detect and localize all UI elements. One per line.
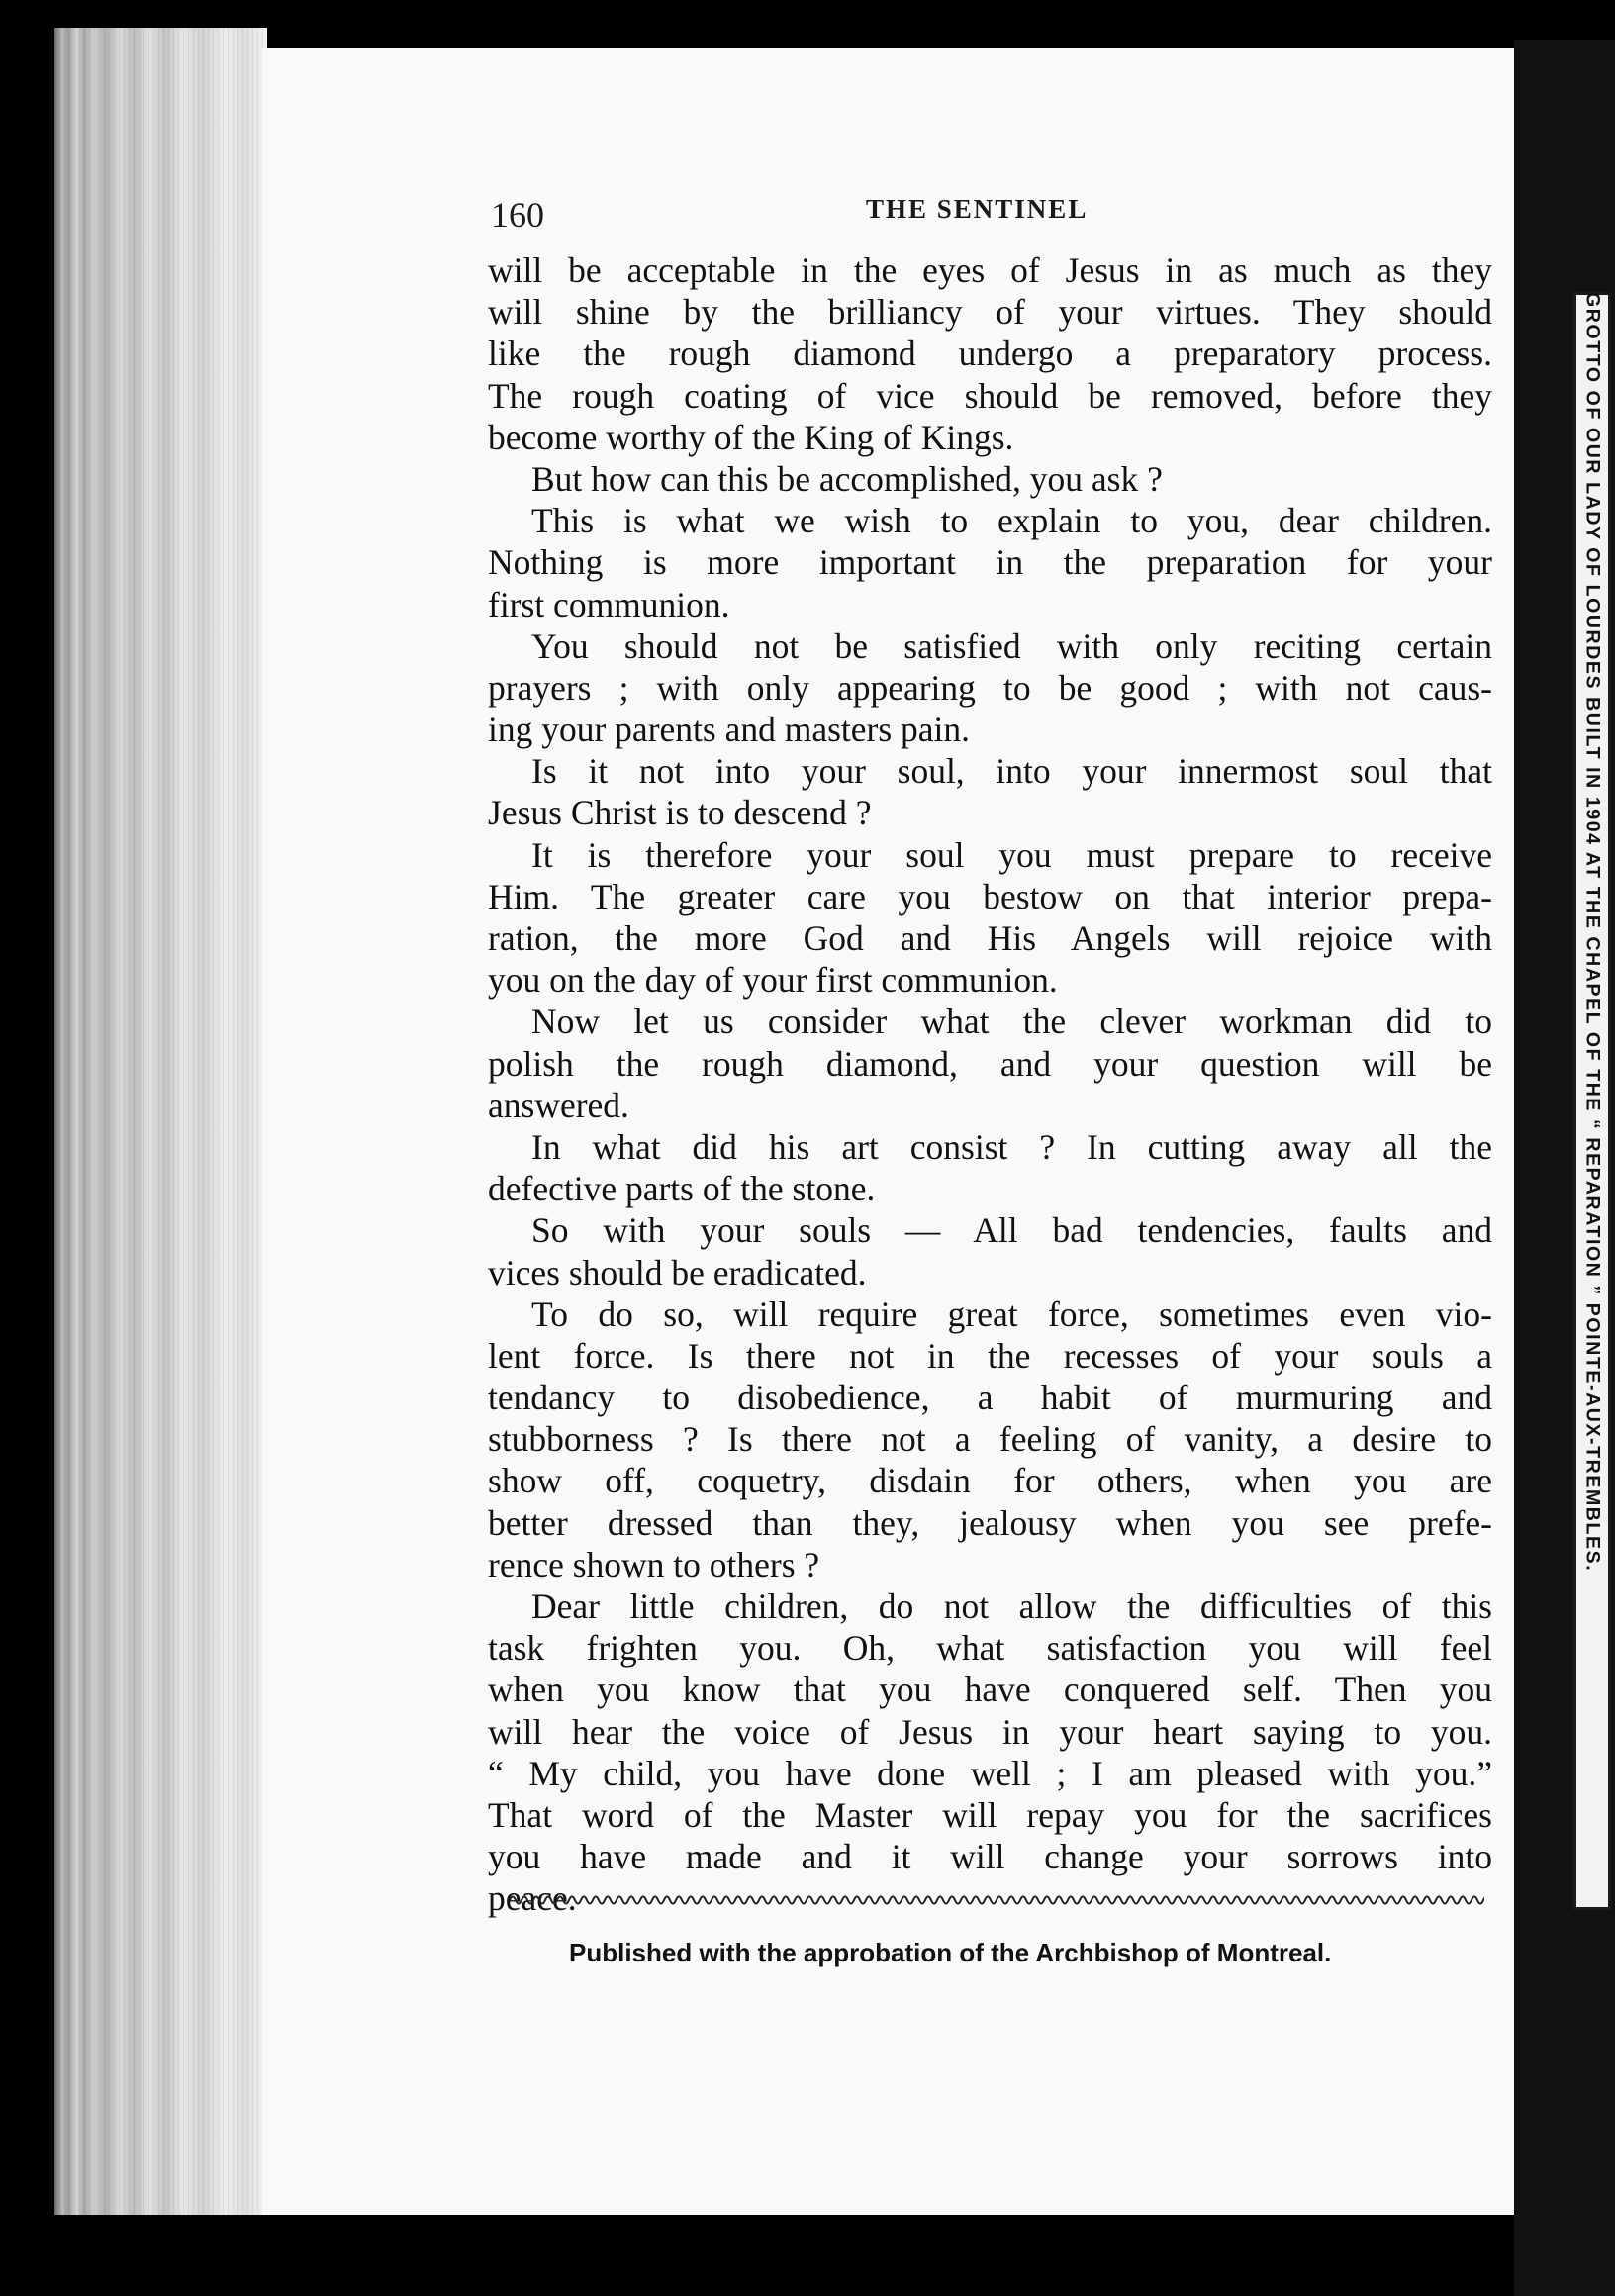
text-line: when you know that you have conquered self. Then you [488, 1670, 1492, 1710]
text-line: In what did his art consist ? In cutting away all the [531, 1126, 1492, 1167]
text-line: Him. The greater care you bestow on that interior prepa- [488, 876, 1492, 916]
text-line: will be acceptable in the eyes of Jesus in as much as they [488, 250, 1492, 290]
text-line: tendancy to disobedience, a habit of murmuring and [488, 1378, 1492, 1418]
text-line: polish the rough diamond, and your question will be [488, 1043, 1492, 1084]
text-line: “ My child, you have done well ; I am pleased with you.” [488, 1753, 1492, 1793]
text-line: This is what we wish to explain to you, dear children. [531, 501, 1492, 541]
text-line: will hear the voice of Jesus in your heart saying to you. [488, 1711, 1492, 1752]
text-line: So with your souls — All bad tendencies, faults and [531, 1210, 1492, 1251]
text-line: You should not be satisfied with only reciting certain [531, 625, 1492, 666]
running-title: THE SENTINEL [866, 194, 1089, 224]
wavy-rule [510, 1889, 1484, 1911]
text-line: stubborness ? Is there not a feeling of vanity, a desire to [488, 1419, 1492, 1460]
text-line: you on the day of your first communion. [488, 960, 1058, 1001]
body-text [488, 249, 1492, 1920]
text-line: ing your parents and masters pain. [488, 710, 971, 750]
text-line: To do so, will require great force, sometimes even vio- [531, 1293, 1492, 1334]
text-line: peace. [488, 1878, 577, 1919]
text-line: It is therefore your soul you must prepare to receive [531, 834, 1492, 875]
text-line: Now let us consider what the clever workman did to [531, 1002, 1492, 1042]
text-line: like the rough diamond undergo a preparatory process. [488, 334, 1492, 374]
text-line: lent force. Is there not in the recesses of your souls a [488, 1335, 1492, 1376]
text-line: better dressed than they, jealousy when you see prefe- [488, 1502, 1492, 1543]
text-line: Is it not into your soul, into your innermost soul that [531, 751, 1492, 792]
page-edges [54, 28, 267, 2215]
side-band-text: GROTTO OF OUR LADY OF LOURDES BUILT IN 1904 AT THE CHAPEL OF THE “ REPARATION ” POINTE-AUX-TREMBLES. [1581, 292, 1604, 1573]
text-line: vices should be eradicated. [488, 1252, 867, 1292]
text-line: Nothing is more important in the preparation for your [488, 542, 1492, 583]
approbation-note: Published with the approbation of the Archbishop of Montreal. [569, 1938, 1332, 1967]
text-line: you have made and it will change your sorrows into [488, 1837, 1492, 1877]
text-line: prayers ; with only appearing to be good ; with not caus- [488, 667, 1492, 708]
page-number: 160 [491, 195, 544, 235]
text-line: Dear little children, do not allow the difficulties of this [531, 1586, 1492, 1626]
text-line: That word of the Master will repay you for the sacrifices [488, 1794, 1492, 1835]
text-line: rence shown to others ? [488, 1544, 820, 1584]
text-line: But how can this be accomplished, you ask ? [531, 458, 1163, 499]
text-line: first communion. [488, 584, 730, 624]
text-line: will shine by the brilliancy of your virtues. They should [488, 292, 1492, 333]
text-line: defective parts of the stone. [488, 1169, 876, 1209]
text-line: ration, the more God and His Angels will rejoice with [488, 918, 1492, 958]
text-line: The rough coating of vice should be removed, before they [488, 375, 1492, 416]
text-line: task frighten you. Oh, what satisfaction you will feel [488, 1628, 1492, 1669]
text-line: Jesus Christ is to descend ? [488, 793, 872, 833]
text-line: answered. [488, 1085, 629, 1125]
text-line: show off, coquetry, disdain for others, when you are [488, 1461, 1492, 1501]
text-line: become worthy of the King of Kings. [488, 417, 1014, 457]
